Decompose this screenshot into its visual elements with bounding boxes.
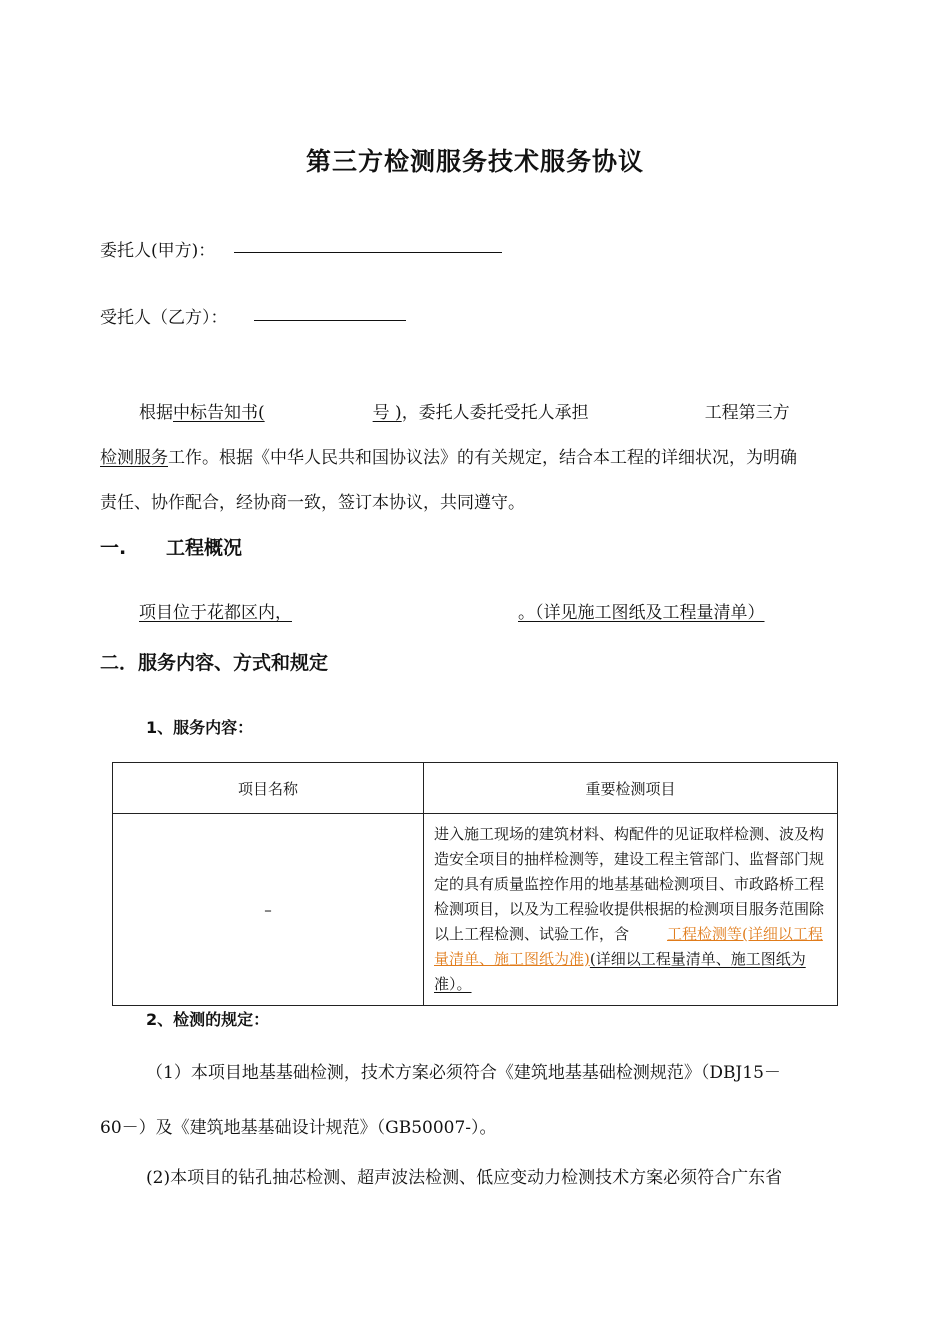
service-table xyxy=(112,762,838,1006)
table-header-items: 重要检测项目 xyxy=(424,763,838,814)
table-row xyxy=(113,814,838,1006)
section1-number: 一. xyxy=(100,537,127,559)
intro-text: 工作。根据《中华人民共和国协议法》的有关规定，结合本工程的详细状况，为明确 xyxy=(168,448,797,468)
rule-1-line-2: 60－）及《建筑地基基础设计规范》（GB50007-）。 xyxy=(100,1118,497,1138)
section2-heading: 二．服务内容、方式和规定 xyxy=(100,652,329,674)
contractor-label: 受托人（乙方）： xyxy=(100,308,228,328)
intro-line-3: 责任、协作配合，经协商一致，签订本协议，共同遵守。 xyxy=(100,493,525,513)
table-header-row xyxy=(113,763,838,814)
table-header-project: 项目名称 xyxy=(113,763,424,814)
section1-text xyxy=(139,598,765,623)
project-name-cell: – xyxy=(113,814,424,1006)
notice-label: 中标告知书( xyxy=(173,403,265,423)
notice-number-suffix: 号 ) xyxy=(372,403,402,423)
intro-text: 工程第三方 xyxy=(704,403,790,423)
contractor-fill-line xyxy=(254,320,406,321)
detection-items-note: (详细以工程量清单、施工图纸为准）。 xyxy=(434,950,806,993)
detection-items-cell xyxy=(424,814,838,1006)
detection-rules-heading: 2、检测的规定： xyxy=(146,1010,270,1029)
location-suffix: 。（详见施工图纸及工程量清单） xyxy=(518,603,765,623)
project-name-blank xyxy=(589,403,705,423)
intro-text: ，委托人委托受托人承担 xyxy=(401,403,589,423)
client-label: 委托人(甲方)： xyxy=(100,241,216,261)
detection-blank xyxy=(629,922,667,947)
location-text xyxy=(139,603,765,623)
notice-reference xyxy=(173,403,402,423)
detection-items-text: 进入施工现场的建筑材料、构配件的见证取样检测、波及构造安全项目的抽样检测等，建设工程主管部门、监督部门规定的具有质量监控作用的地基基础检测项目、市政路桥工程检测项目，以及为工程验收提供根据的检测项目服务范围除以上工程检测、试验工作，含 xyxy=(434,825,825,943)
rule-2-line-1: (2)本项目的钻孔抽芯检测、超声波法检测、低应变动力检测技术方案必须符合广东省 xyxy=(146,1168,783,1188)
rule-1-line-1: （1）本项目地基基础检测，技术方案必须符合《建筑地基基础检测规范》（DBJ15－ xyxy=(146,1063,781,1083)
intro-line-1 xyxy=(139,398,790,423)
intro-line-2 xyxy=(100,443,797,468)
service-term: 检测服务 xyxy=(100,448,168,468)
section1-heading: 工程概况 xyxy=(166,537,243,559)
document-title: 第三方检测服务技术服务协议 xyxy=(305,147,644,176)
intro-text: 根据 xyxy=(139,403,173,423)
detection-items-highlight: 工程检测等(详细以工程量清单、施工图纸为准) xyxy=(434,925,823,968)
client-fill-line xyxy=(234,252,502,253)
service-content-heading: 1、服务内容： xyxy=(146,718,254,737)
location-prefix: 项目位于花都区内， xyxy=(139,603,292,623)
